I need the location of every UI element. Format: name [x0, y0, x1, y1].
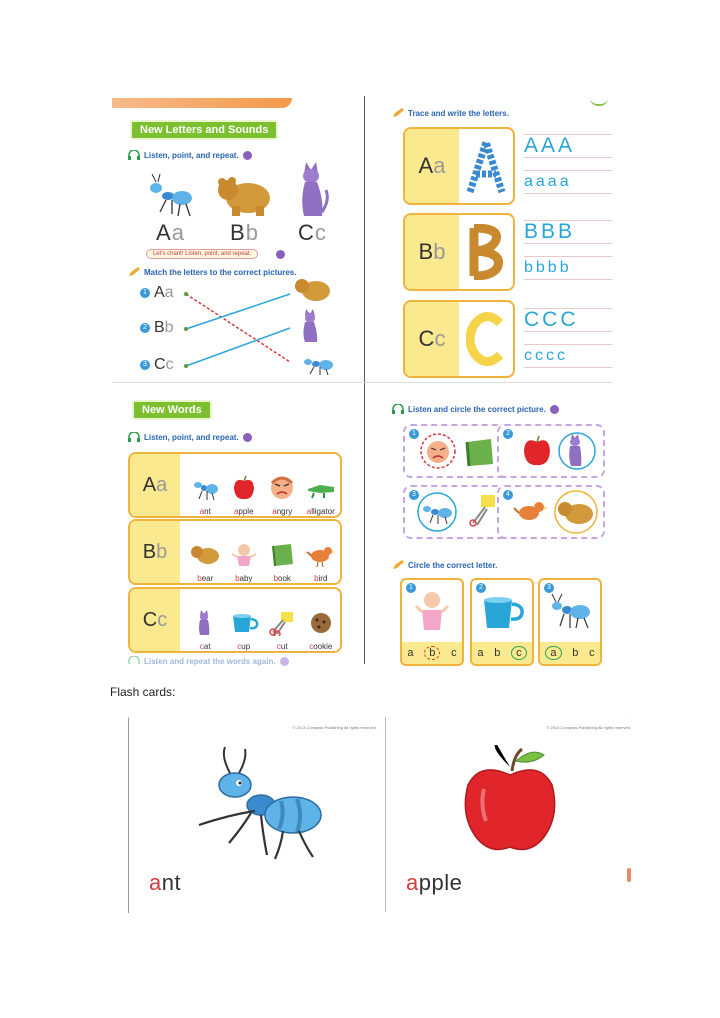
- word-item: [187, 610, 223, 651]
- cut-picture: [465, 493, 499, 529]
- word-row-b: [128, 519, 342, 585]
- new-letters-banner: New Letters and Sounds: [130, 120, 278, 140]
- item-number: 2: [503, 429, 513, 439]
- circle-letter-card-3: [538, 578, 602, 666]
- cut-picture: [267, 610, 297, 636]
- audio-track-icon: [243, 433, 252, 442]
- word-label: ant: [199, 507, 211, 516]
- bird-picture: [513, 497, 549, 527]
- word-label: bird: [314, 574, 328, 583]
- cookie-picture: [306, 610, 336, 636]
- headphones-icon: [392, 404, 404, 414]
- circle-picture-text: Listen and circle the correct picture.: [408, 404, 546, 414]
- word-label: book: [273, 574, 291, 583]
- letter-pair: C c: [130, 589, 180, 651]
- letter-pair-a: [156, 220, 185, 246]
- page-divider-horizontal: [112, 382, 612, 383]
- cat-picture: [557, 430, 597, 472]
- book-picture: [267, 542, 297, 568]
- option-b: b: [424, 646, 440, 660]
- circle-letter-card-1: [400, 578, 464, 666]
- audio-track-icon: [243, 151, 252, 160]
- match-number: 3: [140, 360, 150, 370]
- tracing-lines-b: [524, 220, 612, 292]
- circle-picture-instruction: [392, 404, 559, 414]
- pencil-icon: [392, 560, 404, 570]
- bear-small-picture: [292, 276, 332, 304]
- apple-picture: [229, 475, 259, 501]
- bird-picture: [306, 542, 336, 568]
- word-item: [187, 475, 223, 516]
- footer-text: Listen and repeat the words again.: [144, 656, 276, 666]
- listen-text: Listen, point, and repeat.: [144, 150, 239, 160]
- circle-picture-card-2: [497, 424, 605, 478]
- new-words-banner: New Words: [132, 400, 212, 420]
- letter-options: [472, 642, 532, 664]
- letter-pair: C c: [405, 302, 459, 376]
- headphones-icon: [128, 432, 140, 442]
- flashcards-caption: Flash cards:: [110, 685, 176, 699]
- trace-row-lower: aaaa: [524, 170, 612, 194]
- match-letter: Aa: [154, 284, 174, 301]
- apple-picture: [521, 434, 553, 468]
- circle-letter-card-2: [470, 578, 534, 666]
- tracing-lines-a: [524, 134, 612, 206]
- word-row-a: [128, 452, 342, 518]
- word-label: alligator: [306, 507, 335, 516]
- letter-pair: B b: [405, 215, 459, 289]
- chant-label: Let's chant! Listen, point, and repeat.: [146, 249, 258, 259]
- flashcard-word: ant: [149, 870, 182, 895]
- word-item: [264, 542, 300, 583]
- trace-row-upper: AAA: [524, 134, 612, 158]
- trace-card-b: [403, 213, 515, 291]
- word-item: [303, 475, 339, 516]
- headphones-icon: [128, 150, 140, 160]
- option-a: a: [407, 647, 414, 659]
- cat-small-picture: [300, 308, 322, 344]
- item-number: 3: [409, 490, 419, 500]
- letter-pair: A a: [405, 129, 459, 203]
- letter-b-bear-picture: [459, 215, 513, 289]
- lower-letter: a: [171, 220, 185, 245]
- match-instruction: [128, 267, 296, 277]
- pencil-icon: [128, 267, 140, 277]
- word-label: cup: [237, 642, 251, 651]
- listen-text: Listen, point, and repeat.: [144, 432, 239, 442]
- trace-row-upper: CCC: [524, 308, 612, 332]
- option-c: c: [451, 647, 457, 659]
- decorative-sprig: [590, 98, 608, 106]
- lower-letter: c: [314, 220, 327, 245]
- match-item-a: [140, 284, 174, 302]
- circle-letter-text: Circle the correct letter.: [408, 560, 498, 570]
- option-c: c: [511, 646, 527, 660]
- word-item: [264, 610, 300, 651]
- tracing-lines-c: [524, 308, 612, 380]
- word-item: [187, 542, 223, 583]
- item-number: 1: [406, 583, 416, 593]
- letter-options: [402, 642, 462, 664]
- word-label: cookie: [309, 642, 333, 651]
- lower-letter: b: [245, 220, 259, 245]
- letter-pair: A a: [130, 454, 180, 516]
- word-label: angry: [272, 507, 293, 516]
- letter-pair-c: [298, 220, 327, 246]
- bear-picture: [553, 489, 599, 535]
- letter-pair-b: [230, 220, 259, 246]
- option-b: b: [572, 647, 579, 659]
- cat-picture: [190, 610, 220, 636]
- cup-picture: [480, 592, 524, 632]
- flashcard-apple: [386, 717, 631, 912]
- circle-letter-instruction: [392, 560, 497, 570]
- apple-picture: [460, 745, 560, 857]
- word-label: apple: [233, 507, 254, 516]
- footer-instruction: [128, 656, 289, 666]
- cat-picture: [296, 160, 330, 218]
- letter-a-tracing-picture: [459, 129, 513, 203]
- audio-track-icon: [280, 657, 289, 666]
- word-label: baby: [235, 574, 253, 583]
- match-letter: Bb: [154, 319, 174, 336]
- angry-face-picture: [419, 432, 457, 470]
- match-lines: [184, 286, 294, 372]
- circle-picture-card-4: [497, 485, 605, 539]
- item-number: 2: [476, 583, 486, 593]
- trace-row-lower: cccc: [524, 344, 612, 368]
- letter-pair: B b: [130, 521, 180, 583]
- flashcard-ant: [129, 717, 385, 912]
- audio-track-icon: [276, 250, 285, 259]
- upper-letter: C: [298, 220, 315, 245]
- item-number: 4: [503, 490, 513, 500]
- trace-text: Trace and write the letters.: [408, 108, 509, 118]
- item-number: 3: [544, 583, 554, 593]
- match-number: 1: [140, 288, 150, 298]
- page-divider-vertical: [364, 96, 365, 664]
- trace-row-lower: bbbb: [524, 256, 612, 280]
- upper-letter: A: [156, 220, 172, 245]
- word-label: cut: [276, 642, 288, 651]
- word-label: bear: [197, 574, 214, 583]
- bear-picture: [214, 172, 274, 218]
- match-letter: Cc: [154, 356, 174, 373]
- upper-letter: B: [230, 220, 246, 245]
- word-item: [226, 542, 262, 583]
- ant-picture: [142, 172, 196, 218]
- card-edge-mark: [627, 868, 631, 882]
- circle-picture-card-3: [403, 485, 511, 539]
- circle-picture-card-1: [403, 424, 511, 478]
- word-item: [226, 475, 262, 516]
- listen-instruction: [128, 432, 252, 442]
- copyright-text: © 2013 Compass Publishing All rights reserved.: [546, 725, 631, 730]
- ant-picture: [189, 745, 329, 865]
- match-item-b: [140, 319, 174, 337]
- letter-c-cat-picture: [459, 302, 513, 376]
- angry-face-picture: [267, 475, 297, 501]
- flashcard-word: apple: [406, 870, 463, 895]
- word-item: [303, 542, 339, 583]
- baby-picture: [414, 590, 450, 634]
- bear-picture: [190, 542, 220, 568]
- book-picture: [463, 436, 497, 468]
- word-label: cat: [199, 642, 211, 651]
- option-c: c: [589, 647, 595, 659]
- audio-track-icon: [550, 405, 559, 414]
- ant-picture: [546, 592, 594, 632]
- trace-card-c: [403, 300, 515, 378]
- decorative-header-strip: [112, 98, 292, 108]
- match-number: 2: [140, 323, 150, 333]
- cup-picture: [229, 610, 259, 636]
- ant-picture: [415, 491, 459, 533]
- option-b: b: [494, 647, 501, 659]
- ant-picture: [190, 475, 220, 501]
- copyright-text: © 2013 Compass Publishing All rights reserved.: [292, 725, 377, 730]
- word-item: [264, 475, 300, 516]
- option-a: a: [477, 647, 484, 659]
- letter-options: [540, 642, 600, 664]
- trace-card-a: [403, 127, 515, 205]
- word-item: [226, 610, 262, 651]
- word-row-c: [128, 587, 342, 653]
- pencil-icon: [392, 108, 404, 118]
- trace-row-upper: BBB: [524, 220, 612, 244]
- listen-instruction: [128, 150, 252, 160]
- word-item: [303, 610, 339, 651]
- option-a: a: [545, 646, 561, 660]
- match-text: Match the letters to the correct pictures.: [144, 267, 297, 277]
- item-number: 1: [409, 429, 419, 439]
- alligator-picture: [306, 475, 336, 501]
- trace-instruction: [392, 108, 509, 118]
- baby-picture: [229, 542, 259, 568]
- headphones-icon: [128, 656, 140, 666]
- ant-small-picture: [300, 352, 334, 376]
- match-item-c: [140, 356, 174, 374]
